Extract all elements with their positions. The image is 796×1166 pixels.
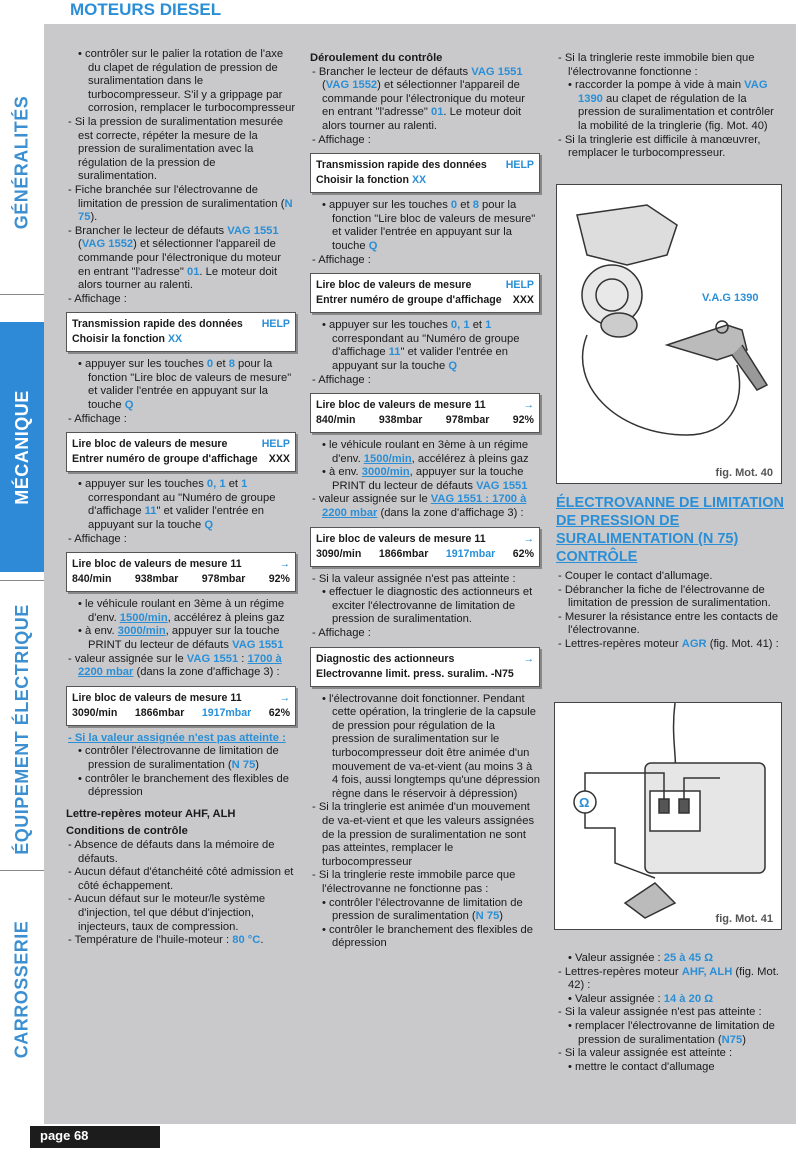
figure-mot-40: [556, 184, 782, 484]
tab-label: GÉNÉRALITÉS: [11, 95, 32, 229]
key: Q: [204, 519, 214, 532]
text: • contrôler l'électrovanne de limitation de pression de suralimentation (: [322, 896, 523, 923]
box-value: 92%: [268, 573, 290, 586]
column-3-lower: [556, 494, 784, 652]
arrow-icon: →: [523, 532, 534, 545]
page-header: [0, 0, 796, 24]
value: VAG 1551 : 1700 à 2200 mbar: [322, 493, 527, 520]
text: - valeur assignée sur le: [68, 652, 187, 665]
paragraph: - Si la valeur assignée n'est pas atteinte :: [68, 731, 286, 744]
paragraph: - Si la pression de suralimentation mesurée est correcte, répéter la mesure de la pression de suralimentation avec la régulation de la pression de suralimentation.: [68, 115, 284, 183]
text: et: [213, 358, 229, 371]
text: - Lettres-repères moteur: [558, 965, 682, 978]
tab-label: ÉQUIPEMENT ÉLECTRIQUE: [11, 603, 32, 855]
paragraph: - Absence de défauts dans la mémoire de défauts.: [68, 838, 275, 865]
value: 1500/min: [119, 611, 168, 624]
page-title: MOTEURS DIESEL: [70, 0, 222, 19]
box-line: Electrovanne limit. press. suralim. -N75: [316, 667, 514, 680]
code-ref: N 75: [475, 910, 500, 923]
code-ref: VAG 1551: [232, 639, 284, 651]
paragraph: [556, 952, 784, 966]
paragraph: - Affichage :: [68, 412, 127, 425]
box-value: 1917mbar: [201, 706, 252, 719]
column-2: [310, 52, 540, 951]
arrow-icon: →: [279, 558, 290, 571]
text: • raccorder la pompe à vide à main: [568, 79, 745, 92]
display-box: [310, 273, 540, 313]
solenoid-illustration: [555, 703, 781, 929]
text: correspondant au "Numéro de groupe d'affichage: [88, 491, 276, 518]
box-line: Lire bloc de valeurs de mesure 11: [316, 532, 486, 545]
text: (: [322, 79, 326, 92]
key: 11: [144, 505, 157, 518]
paragraph: [66, 598, 296, 625]
paragraph: [310, 466, 540, 493]
box-line: Choisir la fonction: [316, 174, 409, 187]
paragraph: - Si la tringlerie reste immobile bien que l'électrovanne fonctionne :: [558, 52, 755, 78]
paragraph: [66, 934, 296, 948]
box-value: 840/min: [316, 414, 356, 427]
exhaust-manifold: [577, 205, 677, 265]
text: ) et sélectionner l'appareil de commande pour l'électronique du moteur en entrant "l'adresse": [322, 79, 526, 119]
text: • appuyer sur les touches: [78, 358, 207, 371]
paragraph: • mettre le contact d'allumage: [568, 1060, 715, 1073]
text: correspondant au "Numéro de groupe d'affichage: [332, 332, 520, 359]
connector: [650, 791, 700, 831]
text: • le véhicule roulant en 3ème à un régime d'env.: [322, 439, 529, 465]
value: 3000/min: [361, 466, 410, 479]
pressure-capsule: [601, 313, 637, 337]
text: • Valeur assignée :: [568, 992, 664, 1005]
text: • appuyer sur les touches: [322, 319, 451, 332]
value: 80 °C: [232, 934, 261, 947]
text: • contrôler l'électrovanne de limitation de pression de suralimentation (: [78, 745, 279, 771]
sidebar: [0, 24, 44, 1124]
box-value: 938mbar: [134, 573, 179, 586]
text: • appuyer sur les touches: [322, 199, 451, 212]
tab-mecanique[interactable]: [0, 322, 44, 572]
paragraph: - Affichage :: [312, 373, 371, 386]
key: Q: [448, 359, 458, 372]
tab-equipement-electrique[interactable]: [0, 594, 44, 864]
tab-label: MÉCANIQUE: [11, 389, 32, 505]
subheading: Lettre-repères moteur AHF, ALH: [66, 807, 236, 820]
key: Q: [124, 399, 134, 412]
box-line: Diagnostic des actionneurs: [316, 652, 455, 665]
text: - valeur assignée sur le: [312, 493, 431, 506]
paragraph: - Aucun défaut sur le moteur/le système d'injection, tel que début d'injection, injecteurs, taux de compression.: [68, 893, 266, 933]
code-ref: VAG 1551: [476, 479, 528, 492]
code-ref: VAG 1552: [325, 79, 378, 92]
display-box: [66, 312, 296, 352]
text: - Lettres-repères moteur: [558, 637, 682, 650]
paragraph: - Couper le contact d'allumage.: [558, 570, 713, 582]
box-line: Lire bloc de valeurs de mesure 11: [72, 691, 242, 704]
box-line: Transmission rapide des données: [72, 318, 243, 331]
paragraph: - Affichage :: [68, 532, 127, 545]
paragraph: [556, 79, 784, 133]
paragraph: - Débrancher la fiche de l'électrovanne de limitation de pression de suralimentation.: [558, 583, 771, 610]
code-ref: VAG 1552: [81, 238, 134, 251]
code-ref: N75: [721, 1033, 743, 1046]
text: pour la fonction "Lire bloc de valeurs de mesure" et valider l'entrée en appuyant sur la touche: [88, 358, 292, 412]
contact-pin: [659, 799, 669, 813]
display-box: [310, 393, 540, 433]
paragraph: [556, 1020, 784, 1047]
text: ): [499, 910, 504, 923]
value: 14 à 20 Ω: [663, 992, 714, 1005]
box-line: Lire bloc de valeurs de mesure: [72, 438, 228, 451]
arrow-icon: →: [523, 652, 534, 665]
text: - Température de l'huile-moteur :: [68, 934, 233, 947]
paragraph: - Si la tringlerie est difficile à manœuvrer, remplacer le turbocompresseur.: [558, 133, 761, 160]
paragraph: [556, 966, 784, 993]
code-ref: N 75: [78, 197, 293, 224]
box-line: Choisir la fonction: [72, 333, 165, 346]
value: 1700 à 2200 mbar: [78, 652, 282, 679]
text: - Brancher le lecteur de défauts: [312, 65, 472, 78]
text: , appuyer sur la touche PRINT du lecteur de défauts: [88, 625, 280, 651]
tab-carrosserie[interactable]: [0, 884, 44, 1094]
tool-label: V.A.G 1390: [702, 292, 759, 304]
display-box: [310, 647, 540, 687]
text: pour la fonction "Lire bloc de valeurs de mesure" et valider l'entrée en appuyant sur la touche: [332, 199, 536, 252]
section-heading: ÉLECTROVANNE DE LIMITATION DE PRESSION DE SURALIMENTATION (N 75) CONTRÔLE: [556, 495, 784, 565]
text: • à env.: [78, 625, 118, 638]
tab-divider: [0, 870, 44, 871]
text: ).: [90, 211, 98, 224]
key: 0: [206, 358, 214, 371]
help-label: HELP: [261, 438, 290, 451]
help-label: HELP: [261, 318, 290, 331]
paragraph: [66, 358, 296, 412]
text: • Valeur assignée :: [568, 952, 664, 964]
text: :: [238, 652, 245, 665]
box-value: 62%: [512, 547, 534, 560]
text: (dans la zone d'affichage 3) :: [377, 507, 524, 520]
contact-pin: [679, 799, 689, 813]
text: , appuyer sur la touche PRINT du lecteur de défauts: [332, 466, 524, 492]
tab-divider: [0, 580, 44, 581]
arrow-icon: →: [279, 691, 290, 704]
display-box: [66, 686, 296, 726]
paragraph: • effectuer le diagnostic des actionneurs et exciter l'électrovanne de limitation de pression de suralimentation.: [322, 586, 533, 626]
code-ref: VAG 1551: [186, 652, 239, 665]
text: .: [260, 934, 264, 947]
code-ref: N 75: [231, 758, 256, 771]
paragraph: [310, 493, 540, 520]
key: 8: [228, 358, 235, 371]
box-value: 840/min: [72, 573, 112, 586]
box-value: 3090/min: [72, 706, 118, 719]
box-value: 938mbar: [378, 414, 423, 427]
page-footer: [0, 1124, 796, 1166]
text: , accélérez à pleins gaz: [411, 452, 529, 465]
subheading: Déroulement du contrôle: [310, 52, 443, 64]
display-box: [66, 552, 296, 592]
paragraph: • l'électrovanne doit fonctionner. Pendant cette opération, la tringlerie de la capsule de pression pour régulation de la pression de suralimentation sur le turbocompresseur doit être animée d'un mouvement de va-et-vient (au moins 3 à 4 fois, aussi longtemps qu'une dépression règne dans le réservoir à dépression): [322, 692, 540, 800]
paragraph: • contrôler le branchement des flexibles de dépression: [78, 772, 290, 799]
text: au clapet de régulation de la pression de suralimentation et contrôler la mobilité de la tringlerie (fig. Mot. 40): [578, 92, 774, 132]
text: (dans la zone d'affichage 3) :: [133, 666, 280, 679]
box-value: XXX: [268, 453, 290, 466]
box-value: 3090/min: [316, 547, 362, 560]
display-box: [66, 432, 296, 472]
box-value: 978mbar: [445, 414, 490, 427]
display-box: [310, 527, 540, 567]
key: 11: [388, 346, 401, 359]
key: 1: [241, 478, 248, 491]
figure-caption: fig. Mot. 40: [715, 467, 773, 479]
turbo-illustration: [557, 185, 781, 483]
paragraph: [66, 625, 296, 652]
box-value: 1866mbar: [134, 706, 185, 719]
text: , accélérez à pleins gaz: [167, 611, 285, 624]
box-value: XX: [167, 333, 183, 346]
paragraph: [66, 653, 296, 680]
text: ): [255, 758, 260, 771]
box-value: 978mbar: [201, 573, 246, 586]
value: 25 à 45 Ω: [663, 952, 714, 964]
box-value: 1866mbar: [378, 547, 429, 560]
paragraph: - Si la valeur assignée n'est pas atteinte :: [312, 572, 516, 585]
paragraph: [66, 745, 296, 772]
text: . Le moteur doit alors tourner au ralenti.: [322, 106, 522, 132]
column-3-bottom: [556, 952, 784, 1074]
paragraph: [310, 199, 540, 253]
paragraph: - Si la tringlerie est animée d'un mouvement de va-et-vient et que les valeurs assignées de la pression de suralimentation ne sont pas atteintes, remplacer le turbocompresseur: [312, 801, 535, 868]
key: 8: [472, 199, 479, 212]
text: " et valider l'entrée en appuyant sur la touche: [88, 505, 264, 532]
text: • appuyer sur les touches: [78, 478, 207, 491]
code-ref: 01: [186, 265, 200, 278]
paragraph: - Affichage :: [312, 627, 371, 640]
paragraph: - Mesurer la résistance entre les contacts de l'électrovanne.: [558, 610, 779, 637]
subheading: Conditions de contrôle: [66, 825, 188, 838]
text: (fig. Mot. 42) :: [568, 965, 779, 992]
paragraph: • contrôler sur le palier la rotation de l'axe du clapet de régulation de pression de suralimentation dans le turbocompresseur. S'il y a grippage par corrosion, remplacer le turbocompresseur: [78, 48, 296, 115]
paragraph: [310, 319, 540, 373]
text: ) et sélectionner l'appareil de commande pour l'électronique du moteur en entrant "l'adresse": [78, 238, 282, 278]
paragraph: - Aucun défaut d'étanchéité côté admission et côté échappement.: [68, 866, 294, 892]
paragraph: [556, 638, 784, 652]
column-1: [66, 48, 296, 948]
key: Q: [368, 239, 378, 252]
code-ref: AGR: [681, 637, 707, 650]
key: 0: [450, 199, 458, 212]
ohm-symbol: Ω: [579, 795, 590, 810]
box-line: Entrer numéro de groupe d'affichage: [72, 453, 258, 466]
text: . Le moteur doit alors tourner au ralenti.: [78, 265, 278, 292]
text: " et valider l'entrée en appuyant sur la touche: [332, 346, 508, 372]
paragraph: - Si la valeur assignée est atteinte :: [558, 1047, 733, 1060]
code-ref: VAG 1551: [227, 224, 279, 237]
text: • remplacer l'électrovanne de limitation de pression de suralimentation (: [568, 1019, 775, 1046]
text: (fig. Mot. 41) :: [706, 637, 779, 650]
code-ref: AHF, ALH: [681, 965, 733, 978]
paragraph: - Si la valeur assignée n'est pas atteinte :: [558, 1006, 762, 1019]
paragraph: - Affichage :: [68, 292, 127, 305]
arrow-icon: →: [523, 399, 534, 412]
help-label: HELP: [505, 159, 534, 172]
text: - Fiche branchée sur l'électrovanne de limitation de pression de suralimentation (: [68, 183, 285, 210]
box-line: Lire bloc de valeurs de mesure: [316, 279, 472, 292]
paragraph: [66, 478, 296, 532]
tab-generalites[interactable]: [0, 38, 44, 286]
tab-divider: [0, 294, 44, 295]
paragraph: [556, 993, 784, 1007]
figure-caption: fig. Mot. 41: [715, 913, 773, 925]
paragraph: • contrôler le branchement des flexibles de dépression: [322, 923, 534, 950]
paragraph: [66, 184, 296, 225]
tab-label: CARROSSERIE: [11, 920, 32, 1058]
column-3: [556, 52, 784, 161]
text: et: [457, 199, 473, 212]
text: et: [469, 319, 486, 332]
box-line: Transmission rapide des données: [316, 159, 487, 172]
box-value: XX: [411, 174, 427, 187]
paragraph: [310, 897, 540, 924]
help-label: HELP: [505, 279, 534, 292]
box-value: 62%: [268, 706, 290, 719]
key: 0, 1: [206, 478, 226, 491]
text: • à env.: [322, 466, 362, 479]
paragraph: - Affichage :: [312, 133, 371, 146]
text: • le véhicule roulant en 3ème à un régime d'env.: [78, 598, 285, 624]
page-number: page 68: [40, 1128, 89, 1143]
paragraph: - Si la tringlerie reste immobile parce que l'électrovanne ne fonctionne pas :: [312, 869, 516, 895]
box-line: Entrer numéro de groupe d'affichage: [316, 294, 502, 307]
text: et: [225, 478, 242, 491]
paragraph: - Affichage :: [312, 253, 371, 266]
box-line: Lire bloc de valeurs de mesure 11: [72, 558, 242, 571]
value: 1500/min: [363, 452, 412, 465]
text: ): [742, 1033, 746, 1046]
box-value: XXX: [512, 294, 534, 307]
paragraph: [66, 225, 296, 293]
box-value: 92%: [512, 414, 534, 427]
code-ref: VAG 1551: [471, 65, 523, 78]
box-value: 1917mbar: [445, 547, 496, 560]
text: (: [78, 238, 82, 251]
bracket: [625, 883, 675, 918]
figure-mot-41: [554, 702, 782, 930]
box-line: Lire bloc de valeurs de mesure 11: [316, 399, 486, 412]
paragraph: [310, 66, 540, 134]
code-ref: 01: [430, 106, 444, 119]
key: 1: [485, 319, 492, 332]
code-ref: VAG 1390: [578, 79, 768, 105]
value: 3000/min: [117, 625, 166, 638]
paragraph: [310, 439, 540, 466]
display-box: [310, 153, 540, 193]
text: - Brancher le lecteur de défauts: [68, 224, 228, 237]
key: 0, 1: [450, 319, 470, 332]
